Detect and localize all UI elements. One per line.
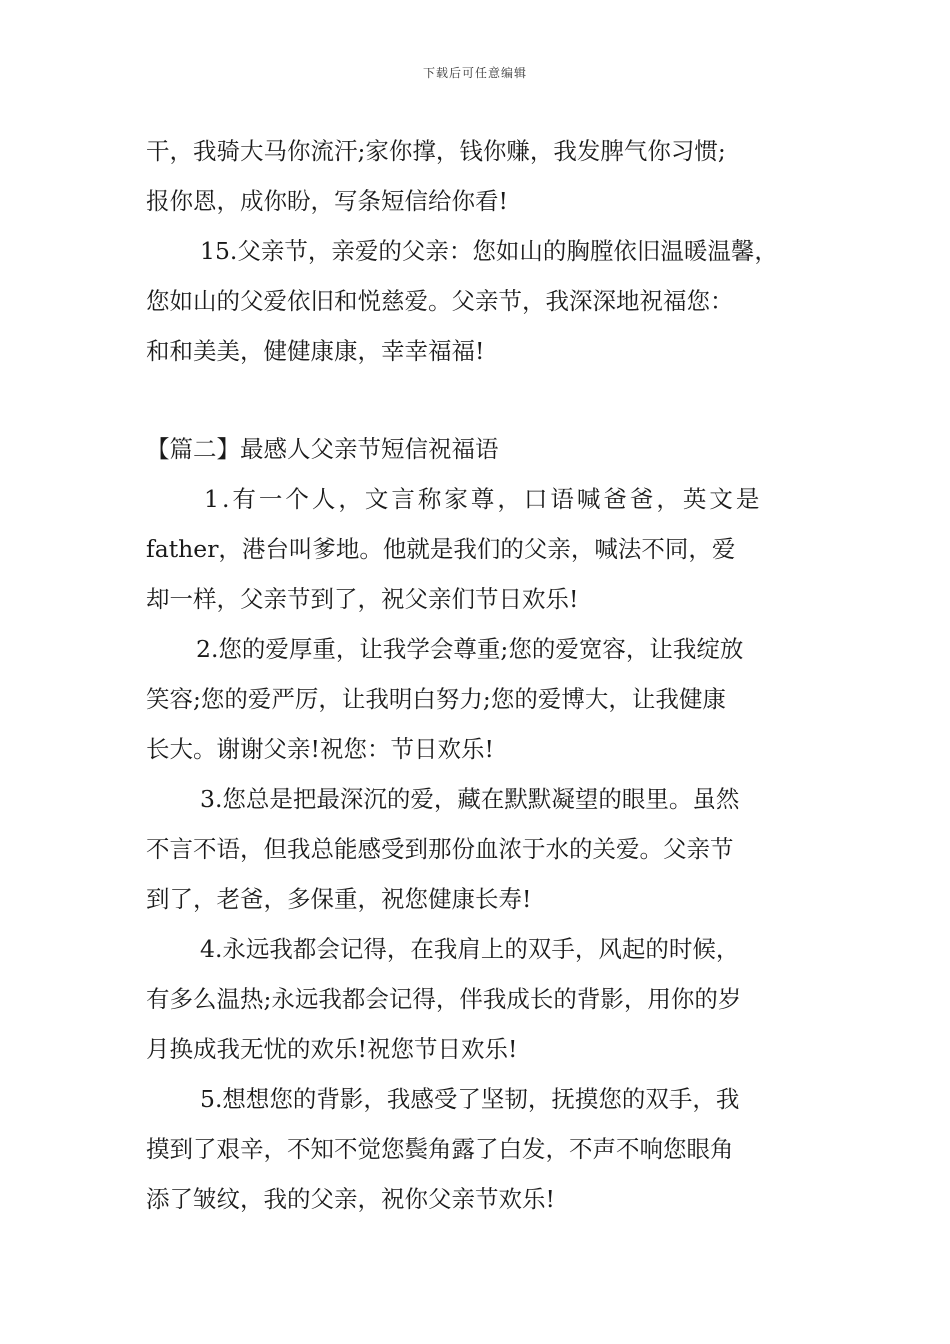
text-line: 不言不语，但我总能感受到那份血浓于水的关爱。父亲节	[146, 835, 734, 863]
text-line: 到了，老爸，多保重，祝您健康长寿!	[146, 885, 532, 913]
text-line: 却一样，父亲节到了，祝父亲们节日欢乐!	[146, 585, 579, 613]
item-3-first-line: 3.您总是把最深沉的爱，藏在默默凝望的眼里。虽然	[200, 785, 740, 813]
item-15-first-line: 15.父亲节，亲爱的父亲：您如山的胸膛依旧温暖温馨，	[200, 237, 778, 265]
item-4-first-line: 4.永远我都会记得，在我肩上的双手，风起的时候，	[200, 935, 740, 963]
text-line: 摸到了艰辛，不知不觉您鬓角露了白发，不声不响您眼角	[146, 1135, 734, 1163]
text-line: 和和美美，健健康康，幸幸福福!	[146, 337, 485, 365]
text-line: 笑容;您的爱严厉，让我明白努力;您的爱博大，让我健康	[146, 685, 726, 713]
text-line: 长大。谢谢父亲!祝您：节日欢乐!	[146, 735, 494, 763]
text-line: 干，我骑大马你流汗;家你撑，钱你赚，我发脾气你习惯;	[146, 137, 726, 165]
item-5-first-line: 5.想想您的背影，我感受了坚韧，抚摸您的双手，我	[200, 1085, 740, 1113]
text-line: 添了皱纹，我的父亲，祝你父亲节欢乐!	[146, 1185, 555, 1213]
text-line: 您如山的父爱依旧和悦慈爱。父亲节，我深深地祝福您：	[146, 287, 734, 315]
item-2-first-line: 2.您的爱厚重，让我学会尊重;您的爱宽容，让我绽放	[196, 635, 744, 663]
text-line: 报你恩，成你盼，写条短信给你看!	[146, 187, 508, 215]
document-body	[146, 126, 836, 1224]
text-line: 月换成我无忧的欢乐!祝您节日欢乐!	[146, 1035, 518, 1063]
section-title: 【篇二】最感人父亲节短信祝福语	[146, 435, 499, 463]
paragraph-gap	[146, 376, 836, 424]
text-line: 有多么温热;永远我都会记得，伴我成长的背影，用你的岁	[146, 985, 742, 1013]
text-line: father，港台叫爹地。他就是我们的父亲，喊法不同，爱	[146, 535, 736, 563]
page-header-note: 下载后可任意编辑	[422, 66, 527, 80]
item-1-first-line: 1.有一个人，文言称家尊，口语喊爸爸，英文是	[204, 485, 763, 513]
